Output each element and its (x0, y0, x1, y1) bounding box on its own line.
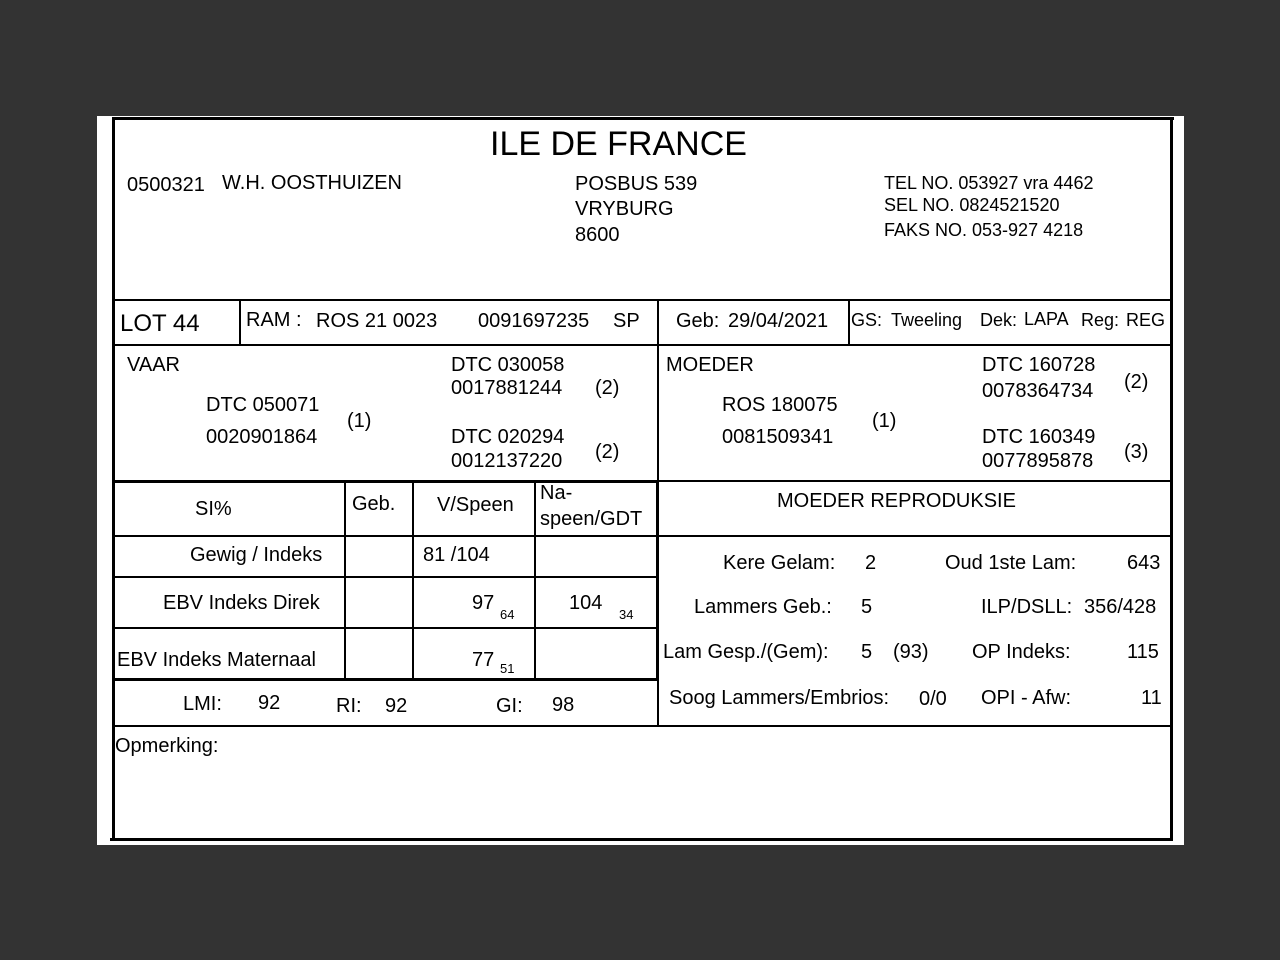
address-line3: 8600 (575, 224, 620, 246)
contact-faks: FAKS NO. 053-927 4218 (884, 220, 1084, 240)
moeder-number: 0081509341 (722, 426, 834, 448)
lmi-value: 92 (258, 692, 281, 714)
ilp-value: 356/428 (1084, 596, 1157, 618)
perf-col-si (344, 481, 346, 679)
perf-row1-bottom (113, 576, 657, 578)
kere-label: Kere Gelam: (723, 552, 836, 574)
row-direk-label: EBV Indeks Direk (163, 592, 320, 614)
vaar-dam-number: 0012137220 (451, 450, 563, 472)
moeder-sire-number: 0078364734 (982, 380, 1094, 402)
lmi-label: LMI: (183, 693, 222, 715)
header-si: SI% (195, 498, 232, 520)
perf-table-bottom (113, 678, 659, 681)
lammers-label: Lammers Geb.: (694, 596, 832, 618)
soog-value: 0/0 (919, 688, 947, 710)
moeder-sire-rank: (2) (1124, 371, 1149, 393)
ram-id: ROS 21 0023 (316, 310, 438, 332)
divider-parents (657, 345, 659, 481)
vaar-id: DTC 050071 (206, 394, 320, 416)
lamgesp-gem: (93) (893, 641, 929, 663)
perf-col-geb (412, 481, 414, 679)
ri-label: RI: (336, 695, 362, 717)
dek-value: LAPA (1024, 309, 1069, 329)
vaar-dam-rank: (2) (595, 441, 620, 463)
header-naspeen-line1: Na- (540, 482, 573, 504)
moeder-dam-number: 0077895878 (982, 450, 1094, 472)
moeder-sire-id: DTC 160728 (982, 354, 1096, 376)
perf-table-top (113, 480, 659, 483)
opi-label: OPI - Afw: (981, 687, 1072, 709)
divider-indices-repro (657, 680, 659, 726)
gs-label: GS: (851, 310, 883, 330)
reg-value: REG (1126, 310, 1166, 330)
divider-remark (113, 725, 1173, 727)
repro-title: MOEDER REPRODUKSIE (777, 490, 1016, 512)
lot-number: LOT 44 (120, 310, 200, 337)
ram-number: 0091697235 (478, 310, 590, 332)
divider-lot (239, 299, 241, 345)
ram-label: RAM : (246, 309, 302, 331)
op-value: 115 (1127, 641, 1159, 663)
vaar-sire-rank: (2) (595, 377, 620, 399)
reg-label: Reg: (1081, 310, 1120, 330)
perf-col-vspeen (534, 481, 536, 679)
geb-date: 29/04/2021 (728, 310, 829, 332)
lamgesp-value: 5 (861, 641, 873, 663)
row-direk-vspeen: 97 (472, 592, 495, 614)
row-maternaal-vspeen: 77 (472, 649, 495, 671)
vaar-sire-number: 0017881244 (451, 377, 563, 399)
divider-geb (848, 299, 850, 345)
kere-value: 2 (865, 552, 877, 574)
breed-title: ILE DE FRANCE (490, 125, 747, 163)
border-bottom (110, 838, 1172, 841)
lammers-value: 5 (861, 596, 873, 618)
header-naspeen-line2: speen/GDT (540, 508, 643, 530)
op-label: OP Indeks: (972, 641, 1071, 663)
oud-label: Oud 1ste Lam: (945, 552, 1077, 574)
perf-table-right (656, 480, 659, 680)
moeder-label: MOEDER (666, 354, 754, 376)
ri-value: 92 (385, 695, 408, 717)
border-right (1170, 117, 1173, 841)
row-gewig-label: Gewig / Indeks (190, 544, 323, 566)
divider-lot-bottom (113, 344, 1173, 346)
oud-value: 643 (1127, 552, 1161, 574)
moeder-id: ROS 180075 (722, 394, 838, 416)
lamgesp-label: Lam Gesp./(Gem): (663, 641, 829, 663)
divider-ram (657, 299, 659, 345)
border-left (112, 117, 115, 841)
vaar-number: 0020901864 (206, 426, 318, 448)
row-direk-naspeen-acc: 34 (619, 607, 634, 622)
geb-label: Geb: (676, 310, 720, 332)
opi-value: 11 (1141, 687, 1162, 709)
dek-label: Dek: (980, 310, 1018, 330)
row-maternaal-vspeen-acc: 51 (500, 661, 515, 676)
border-top (112, 117, 1174, 120)
vaar-sire-id: DTC 030058 (451, 354, 565, 376)
owner-name: W.H. OOSTHUIZEN (222, 172, 402, 194)
row-direk-vspeen-acc: 64 (500, 607, 515, 622)
vaar-label: VAAR (127, 354, 180, 376)
divider-moeder-bottom (659, 480, 1173, 482)
moeder-dam-id: DTC 160349 (982, 426, 1096, 448)
ram-suffix: SP (613, 310, 640, 332)
contact-sel: SEL NO. 0824521520 (884, 195, 1060, 215)
moeder-dam-rank: (3) (1124, 441, 1149, 463)
address-line1: POSBUS 539 (575, 173, 698, 195)
repro-header-bottom (659, 535, 1173, 537)
remark-label: Opmerking: (115, 735, 219, 757)
perf-row2-bottom (113, 627, 657, 629)
row-maternaal-label: EBV Indeks Maternaal (117, 649, 316, 671)
ilp-label: ILP/DSLL: (981, 596, 1073, 618)
row-gewig-vspeen: 81 /104 (423, 544, 490, 566)
gi-value: 98 (552, 694, 575, 716)
contact-tel: TEL NO. 053927 vra 4462 (884, 173, 1094, 193)
address-line2: VRYBURG (575, 198, 674, 220)
vaar-rank: (1) (347, 410, 372, 432)
header-vspeen: V/Speen (437, 494, 514, 516)
vaar-dam-id: DTC 020294 (451, 426, 565, 448)
soog-label: Soog Lammers/Embrios: (669, 687, 890, 709)
moeder-rank: (1) (872, 410, 897, 432)
gs-value: Tweeling (891, 310, 963, 330)
divider-lot-top (113, 299, 1173, 301)
owner-code: 0500321 (127, 174, 205, 196)
gi-label: GI: (496, 695, 523, 717)
perf-header-bottom (113, 535, 657, 537)
row-direk-naspeen: 104 (569, 592, 603, 614)
header-geb: Geb. (352, 493, 396, 515)
